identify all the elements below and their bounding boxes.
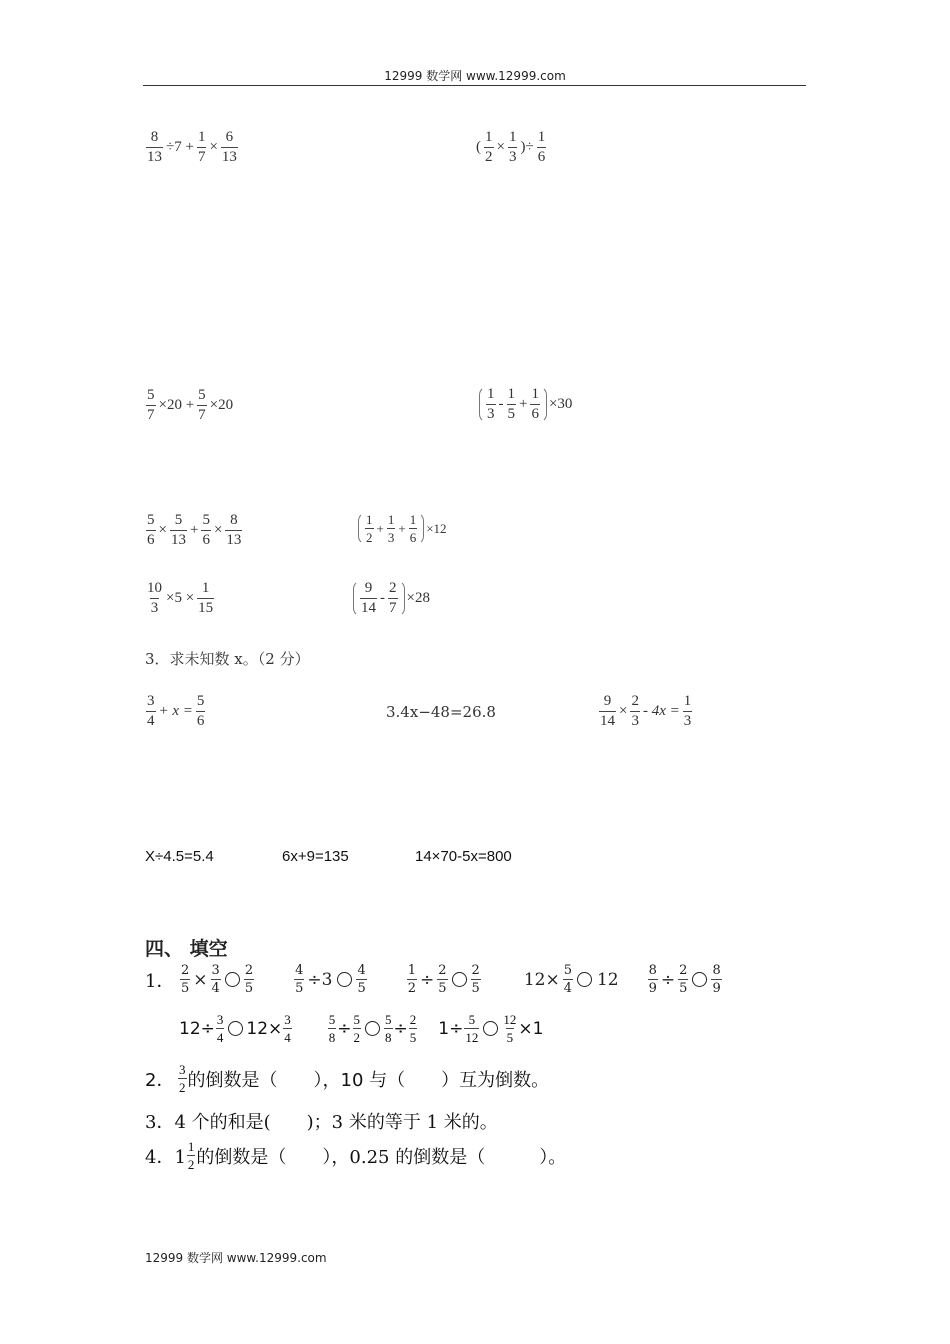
problem-5: $\frac{5}{6}$ × $\frac{5}{13}$ + $\frac{5}{6}$ × $\frac{8}{13}$ — [147, 512, 242, 548]
q1-row-1: 1． $\frac{2}{5}$ × $\frac{3}{4}$ $\frac{2}{5}$ $\frac{4}{5}$ ÷3 $\frac{4}{5}$ $\frac{1}{2}$ ÷ $\frac{2}{5}$ $\frac{2}{5}$ 12× $\frac{5}{4}$ 12 $\frac{8}{9}$ ÷ $\frac{2}{5}$ $\frac{8}{9}$ — [145, 963, 721, 996]
compare-circle-icon — [577, 972, 592, 987]
question-2: 2． $\frac{3}{2}$ 的倒数是（ ），10 与（ ）互为倒数。 — [145, 1062, 550, 1095]
problem-2: ( $\frac{1}{2}$ × $\frac{1}{3}$ )÷ $\frac{1}{6}$ — [476, 129, 546, 165]
q1-item-6: 12÷ $\frac{3}{4}$ 12× $\frac{3}{4}$ — [179, 1012, 291, 1045]
compare-circle-icon — [228, 1021, 243, 1036]
problem-7: $\frac{10}{3}$ ×5 × $\frac{1}{15}$ — [147, 580, 214, 616]
q1-item-5: $\frac{8}{9}$ ÷ $\frac{2}{5}$ $\frac{8}{9}$ — [648, 963, 721, 996]
q1-row-2 — [179, 1013, 543, 1044]
section-4-title: 四、 填空 — [145, 938, 228, 960]
section-3-title: 3．求未知数 x。（2 分） — [145, 650, 310, 668]
problem-8: $\frac{9}{14}$ - $\frac{2}{7}$ ×28 — [353, 580, 432, 617]
q1-item-7: $\frac{5}{8}$ ÷ $\frac{5}{2}$ $\frac{5}{8}$ ÷ $\frac{2}{5}$ — [328, 1012, 417, 1045]
compare-circle-icon — [452, 972, 467, 987]
problem-1: $\frac{8}{13}$ ÷7 + $\frac{1}{7}$ × $\frac{6}{13}$ — [147, 129, 237, 165]
q1-item-8: 1÷ $\frac{5}{12}$ $\frac{12}{5}$ ×1 — [438, 1012, 544, 1045]
page-footer: 12999 数学网 www.12999.com — [145, 1251, 327, 1265]
problem-6: $\frac{1}{2}$ + $\frac{1}{3}$ + $\frac{1}{6}$ ×12 — [358, 512, 449, 545]
equation-1: $\frac{3}{4}$ + x = $\frac{5}{6}$ — [147, 693, 205, 729]
compare-circle-icon — [225, 972, 240, 987]
compare-circle-icon — [692, 972, 707, 987]
question-3: 3．4 个的和是( )；3 米的等于 1 米的。 — [145, 1112, 498, 1133]
equation-2: 3.4x−48=26.8 — [386, 703, 496, 721]
compare-circle-icon — [337, 972, 352, 987]
equation-6: 14×70-5x=800 — [415, 848, 512, 865]
header-divider — [143, 85, 806, 86]
q1-item-2: $\frac{4}{5}$ ÷3 $\frac{4}{5}$ — [295, 963, 366, 996]
problem-4: $\frac{1}{3}$ - $\frac{1}{5}$ + $\frac{1}{6}$ ×30 — [479, 386, 574, 423]
page-header: 12999 数学网 www.12999.com — [384, 69, 566, 83]
q1-item-4: 12× $\frac{5}{4}$ 12 — [523, 963, 619, 996]
q1-item-3: $\frac{1}{2}$ ÷ $\frac{2}{5}$ $\frac{2}{5}$ — [407, 963, 480, 996]
problem-3: $\frac{5}{7}$ ×20 + $\frac{5}{7}$ ×20 — [147, 387, 234, 423]
compare-circle-icon — [483, 1021, 498, 1036]
q1-item-1: $\frac{2}{5}$ × $\frac{3}{4}$ $\frac{2}{5}$ — [181, 963, 254, 996]
equation-5: 6x+9=135 — [282, 848, 349, 865]
equation-3: $\frac{9}{14}$ × $\frac{2}{3}$ - 4x = $\frac{1}{3}$ — [600, 693, 692, 729]
compare-circle-icon — [365, 1021, 380, 1036]
equation-4: X÷4.5=5.4 — [145, 848, 214, 865]
question-4: 4．1 $\frac{1}{2}$ 的倒数是（ ），0.25 的倒数是（ ）。 — [145, 1139, 567, 1172]
